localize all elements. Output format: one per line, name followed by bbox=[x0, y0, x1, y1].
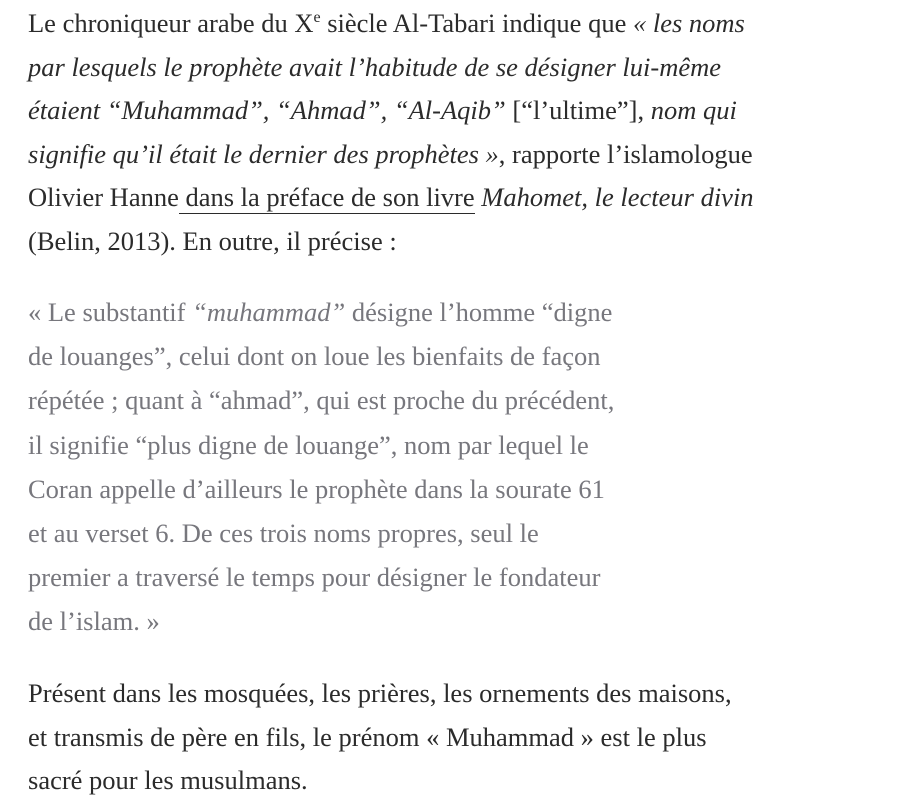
book-title: Mahomet, le lecteur divin bbox=[474, 182, 754, 212]
intro-line-3 bbox=[28, 89, 898, 133]
tabari-quote: par lesquels le prophète avait l’habitude de se désigner lui-même bbox=[28, 51, 722, 82]
author-name: Olivier Hanne bbox=[28, 182, 179, 212]
quote-line-6: et au verset 6. De ces trois noms propres, seul le bbox=[28, 518, 539, 549]
tabari-quote: signifie qu’il était le dernier des prophètes » bbox=[28, 138, 499, 169]
intro-line-5 bbox=[28, 176, 898, 220]
quote-line-7: premier a traversé le temps pour désigner le fondateur bbox=[28, 562, 601, 593]
closing-paragraph bbox=[28, 672, 888, 803]
century-superscript: e bbox=[313, 9, 321, 26]
tabari-quote: nom qui bbox=[650, 95, 737, 125]
closing-line-2: et transmis de père en fils, le prénom « Muhammad » est le plus bbox=[28, 721, 707, 752]
quote-line-5: Coran appelle d’ailleurs le prophète dans la sourate 61 bbox=[28, 473, 605, 504]
quote-line-8: de l’islam. » bbox=[28, 606, 160, 637]
preface-link[interactable]: dans la préface de son livre bbox=[178, 182, 475, 212]
intro-line-2 bbox=[28, 46, 898, 90]
intro-line-6 bbox=[28, 220, 898, 264]
quote-line-2: de louanges”, celui dont on loue les bienfaits de façon bbox=[28, 341, 601, 372]
quote-line-1 bbox=[28, 290, 748, 334]
intro-text: , rapporte l’islamologue bbox=[498, 138, 753, 169]
quote-line-4: il signifie “plus digne de louange”, nom par lequel le bbox=[28, 429, 589, 460]
intro-line-4 bbox=[28, 133, 898, 177]
closing-line-3: sacré pour les musulmans. bbox=[28, 765, 308, 795]
translation-bracket: [“l’ultime”], bbox=[505, 95, 651, 125]
quote-text: désigne l’homme “digne bbox=[345, 297, 613, 327]
quote-text: « Le substantif bbox=[28, 297, 193, 327]
closing-line-1: Présent dans les mosquées, les prières, les ornements des maisons, bbox=[28, 678, 732, 708]
quote-emphasis: “muhammad” bbox=[192, 297, 346, 327]
intro-text: Le chroniqueur arabe du X bbox=[28, 8, 314, 38]
intro-text: siècle Al-Tabari indique que bbox=[320, 8, 633, 38]
intro-paragraph bbox=[28, 2, 898, 263]
quote-line-3: répétée ; quant à “ahmad”, qui est proche du précédent, bbox=[28, 385, 615, 416]
tabari-quote: « les noms bbox=[632, 8, 745, 38]
tabari-quote: étaient “Muhammad”, “Ahmad”, “Al-Aqib” bbox=[28, 95, 506, 125]
intro-text: (Belin, 2013). En outre, il précise : bbox=[28, 225, 397, 256]
hanne-blockquote bbox=[28, 290, 748, 644]
intro-line-1 bbox=[28, 2, 898, 46]
